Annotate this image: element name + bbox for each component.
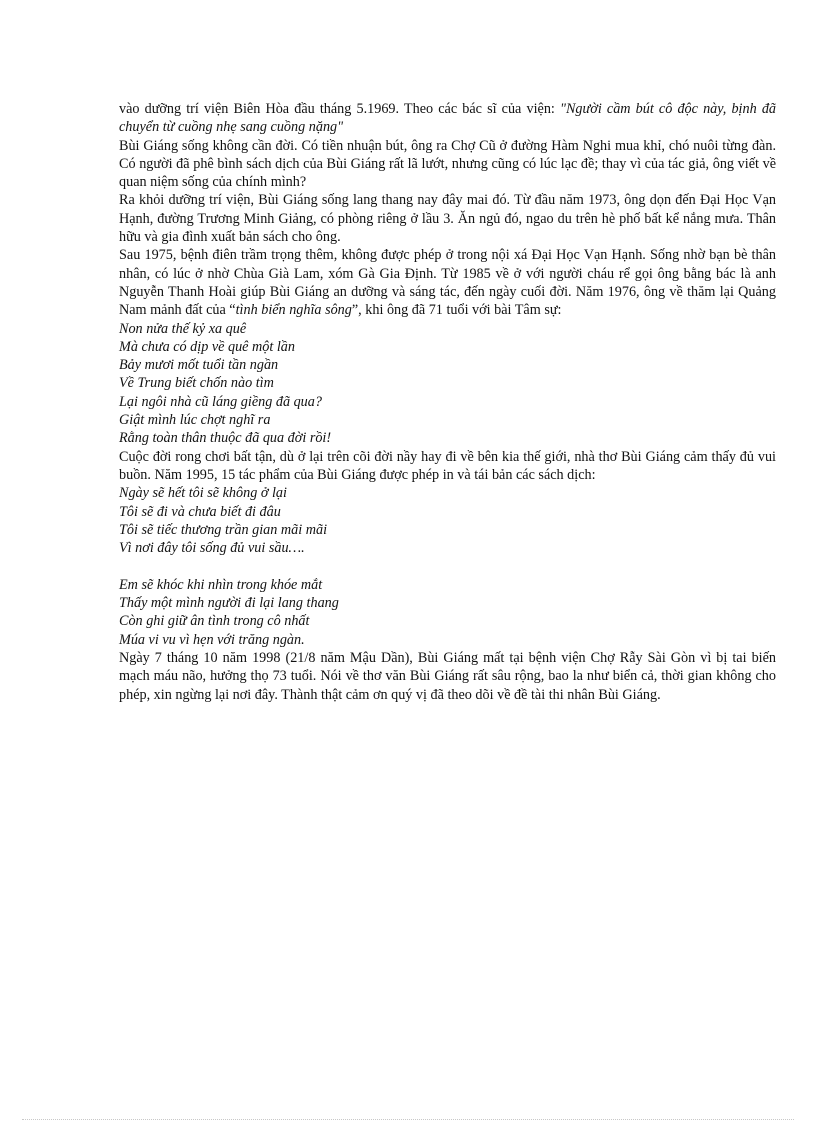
poem-line: Thấy một mình người đi lại lang thang xyxy=(119,595,339,612)
paragraph-after-1975-text: Sau 1975, bệnh điên trầm trọng thêm, không được phép ở trong nội xá Đại Học Vạn Hạnh. Sống nhờ bạn bè thân nhân, có lúc ở nhờ Chùa Già Lam, xóm Gà Gia Định. Từ 1985 về ở với người cháu rể gọi ông bằng bác là anh Nguyễn Thanh Hoài giúp Bùi Giáng an dưỡng và sáng tác, đến ngày cuối đời. Năm 1976, ông về thăm lại Quảng Nam mảnh đất của “ xyxy=(119,247,776,319)
poem-tam-su xyxy=(119,320,776,448)
poem-line: Bảy mươi mốt tuổi tần ngần xyxy=(119,357,279,374)
paragraph-after-1975-tail: ”, khi ông đã 71 tuổi với bài Tâm sự: xyxy=(351,302,562,319)
paragraph-asylum xyxy=(119,100,776,137)
document-body xyxy=(119,100,776,704)
homeland-quote: tình biển nghĩa sông xyxy=(235,302,352,319)
poem-line: Còn ghi giữ ân tình trong cô nhất xyxy=(119,613,310,630)
doctors-quote: "Người cầm bút cô độc này, bịnh đã chuyển từ cuồng nhẹ sang cuồng nặng" xyxy=(119,101,777,136)
paragraph-death: Ngày 7 tháng 10 năm 1998 (21/8 năm Mậu Dần), Bùi Giáng mất tại bệnh viện Chợ Rẫy Sài Gòn vì bị tai biến mạch máu não, hưởng thọ 73 tuổi. Nói về thơ văn Bùi Giáng rất sâu rộng, bao la như biển cả, thời gian không cho phép, xin ngừng lại nơi đây. Thành thật cảm ơn quý vị đã theo dõi về đề tài thi nhân Bùi Giáng. xyxy=(119,649,776,703)
paragraph-1995: Cuộc đời rong chơi bất tận, dù ở lại trên cõi đời nầy hay đi về bên kia thế giới, nhà thơ Bùi Giáng cảm thấy đủ vui buồn. Năm 1995, 15 tác phẩm của Bùi Giáng được phép in và tái bản các sách dịch: xyxy=(119,448,776,483)
poem-line: Giật mình lúc chợt nghĩ ra xyxy=(119,412,271,429)
poem-line: Tôi sẽ tiếc thương trần gian mãi mãi xyxy=(119,521,328,538)
poem-line: Em sẽ khóc khi nhìn trong khóe mắt xyxy=(119,576,323,593)
paragraph-living: Bùi Giáng sống không cần đời. Có tiền nhuận bút, ông ra Chợ Cũ ở đường Hàm Nghi mua khỉ, chó nuôi từng đàn. Có người đã phê bình sách dịch của Bùi Giáng rất lã lướt, nhưng cũng có lúc lạc đề; thay vì của tác giả, ông viết về quan niệm sống của chính mình? xyxy=(119,137,776,191)
stanza-spacer xyxy=(119,557,776,575)
poem-line: Vì nơi đây tôi sống đủ vui sầu…. xyxy=(119,540,305,557)
paragraph-asylum-text: vào dưỡng trí viện Biên Hòa đầu tháng 5.1969. Theo các bác sĩ của viện: xyxy=(119,101,560,117)
poem-line: Non nửa thế kỷ xa quê xyxy=(119,320,247,337)
poem-line: Tôi sẽ đi và chưa biết đi đâu xyxy=(119,503,281,520)
paragraph-wandering: Ra khỏi dưỡng trí viện, Bùi Giáng sống lang thang nay đây mai đó. Từ đầu năm 1973, ông dọn đến Đại Học Vạn Hạnh, đường Trương Minh Giảng, có phòng riêng ở lầu 3. Ăn ngủ đó, ngao du trên hè phố bất kể nắng mưa. Thân hữu và gia đình xuất bản sách cho ông. xyxy=(119,192,776,246)
poem-line: Mà chưa có dịp về quê một lần xyxy=(119,338,295,355)
poem-stanza-2 xyxy=(119,576,776,649)
poem-line: Lại ngôi nhà cũ láng giềng đã qua? xyxy=(119,393,322,410)
paragraph-after-1975 xyxy=(119,246,776,319)
poem-line: Rằng toàn thân thuộc đã qua đời rồi! xyxy=(119,430,332,447)
poem-line: Ngày sẽ hết tôi sẽ không ở lại xyxy=(119,485,287,502)
poem-line: Múa vi vu vì hẹn với trăng ngàn. xyxy=(119,631,305,648)
page-bottom-rule xyxy=(22,1119,794,1120)
poem-line: Về Trung biết chốn nào tìm xyxy=(119,375,274,392)
poem-stanza-1 xyxy=(119,484,776,557)
